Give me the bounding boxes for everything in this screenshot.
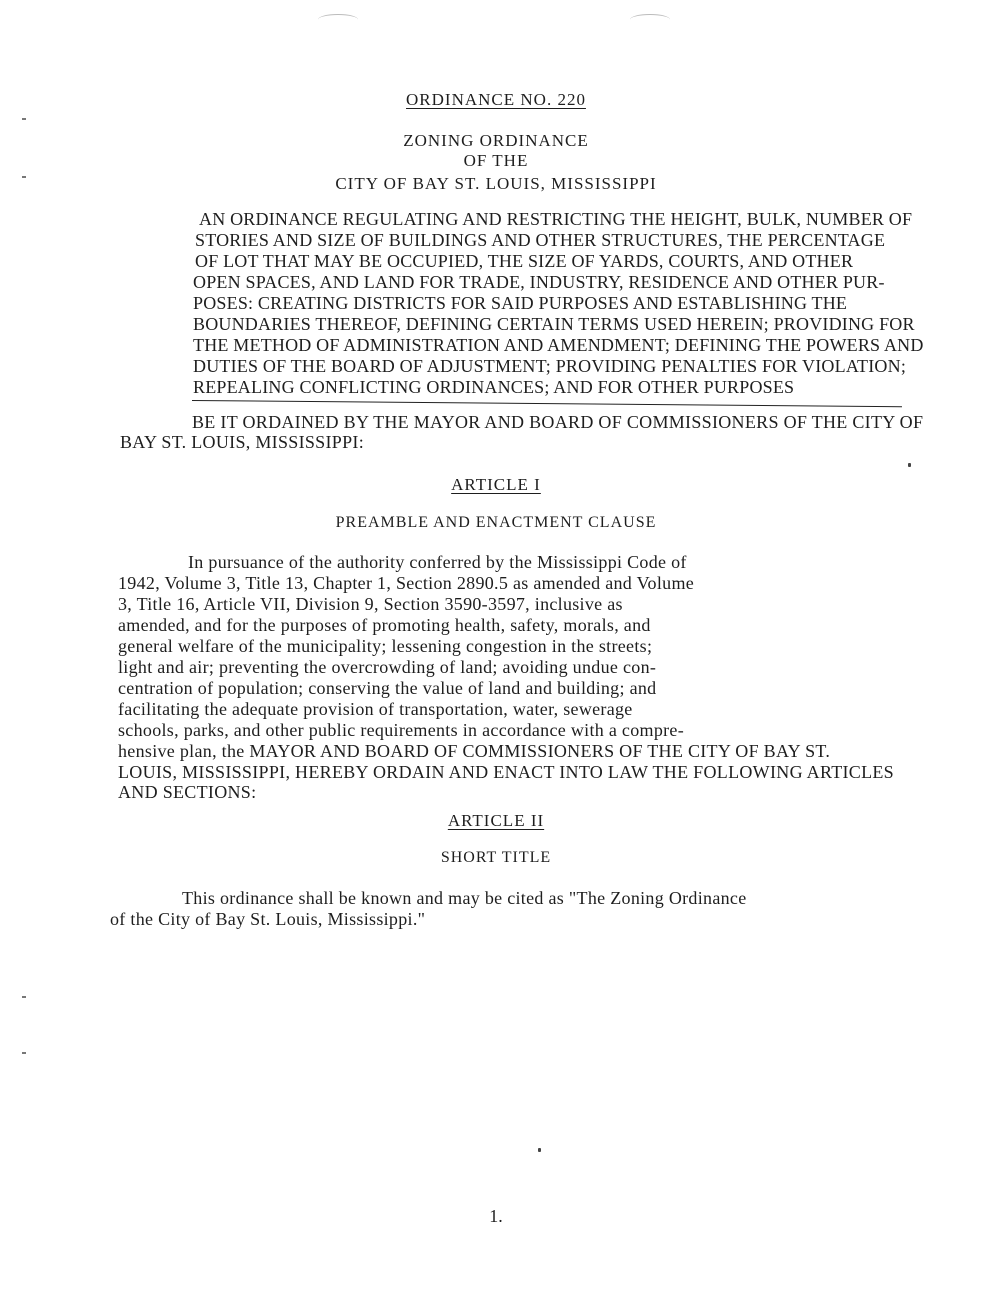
preamble-line: BOUNDARIES THEREOF, DEFINING CERTAIN TERMS USED HEREIN; PROVIDING FOR bbox=[193, 314, 915, 334]
body-line: AND SECTIONS: bbox=[118, 782, 257, 802]
body-line: schools, parks, and other public requirements in accordance with a compre- bbox=[118, 720, 685, 740]
body-line: LOUIS, MISSISSIPPI, HEREBY ORDAIN AND ENACT INTO LAW THE FOLLOWING ARTICLES bbox=[118, 762, 894, 782]
preamble-line: DUTIES OF THE BOARD OF ADJUSTMENT; PROVIDING PENALTIES FOR VIOLATION; bbox=[193, 356, 907, 376]
ordinance-number: ORDINANCE NO. 220 bbox=[406, 90, 586, 109]
preamble-line: AN ORDINANCE REGULATING AND RESTRICTING THE HEIGHT, BULK, NUMBER OF bbox=[199, 209, 913, 229]
body-line: centration of population; conserving the value of land and building; and bbox=[118, 678, 657, 698]
body-line: light and air; preventing the overcrowding of land; avoiding undue con- bbox=[118, 657, 657, 677]
ordained-line: BE IT ORDAINED BY THE MAYOR AND BOARD OF COMMISSIONERS OF THE CITY OF bbox=[192, 412, 924, 432]
body-line: 1942, Volume 3, Title 13, Chapter 1, Section 2890.5 as amended and Volume bbox=[118, 573, 695, 593]
preamble-line: OPEN SPACES, AND LAND FOR TRADE, INDUSTRY, RESIDENCE AND OTHER PUR- bbox=[193, 272, 885, 292]
body-line: This ordinance shall be known and may be cited as "The Zoning Ordinance bbox=[182, 888, 747, 908]
body-line: 3, Title 16, Article VII, Division 9, Section 3590-3597, inclusive as bbox=[118, 594, 623, 614]
scan-artifact bbox=[22, 1052, 26, 1054]
body-line: amended, and for the purposes of promoting health, safety, morals, and bbox=[118, 615, 651, 635]
document-title-line: ZONING ORDINANCE bbox=[403, 131, 589, 150]
preamble-underline bbox=[192, 400, 902, 407]
body-line: of the City of Bay St. Louis, Mississippi." bbox=[110, 909, 426, 929]
preamble-line: THE METHOD OF ADMINISTRATION AND AMENDMENT; DEFINING THE POWERS AND bbox=[193, 335, 924, 355]
body-line: general welfare of the municipality; lessening congestion in the streets; bbox=[118, 636, 653, 656]
body-line: facilitating the adequate provision of transportation, water, sewerage bbox=[118, 699, 633, 719]
scan-artifact bbox=[22, 118, 26, 120]
scan-artifact bbox=[538, 1148, 541, 1152]
document-title-line: CITY OF BAY ST. LOUIS, MISSISSIPPI bbox=[335, 174, 657, 193]
preamble-line: STORIES AND SIZE OF BUILDINGS AND OTHER STRUCTURES, THE PERCENTAGE bbox=[195, 230, 886, 250]
article-2-heading: ARTICLE II bbox=[447, 811, 545, 830]
preamble-line: REPEALING CONFLICTING ORDINANCES; AND FOR OTHER PURPOSES bbox=[193, 377, 795, 397]
article-2-subheading: SHORT TITLE bbox=[440, 849, 552, 866]
scan-artifact bbox=[318, 14, 358, 25]
preamble-line: OF LOT THAT MAY BE OCCUPIED, THE SIZE OF YARDS, COURTS, AND OTHER bbox=[195, 251, 854, 271]
body-line: In pursuance of the authority conferred by the Mississippi Code of bbox=[188, 552, 687, 572]
scan-artifact bbox=[630, 14, 670, 25]
document-title-line: OF THE bbox=[463, 151, 529, 170]
scan-artifact bbox=[22, 996, 26, 998]
preamble-line: POSES: CREATING DISTRICTS FOR SAID PURPOSES AND ESTABLISHING THE bbox=[193, 293, 848, 313]
article-1-heading: ARTICLE I bbox=[451, 475, 541, 494]
ordained-line: BAY ST. LOUIS, MISSISSIPPI: bbox=[120, 432, 364, 452]
article-1-subheading: PREAMBLE AND ENACTMENT CLAUSE bbox=[335, 514, 657, 531]
page-number: 1. bbox=[489, 1206, 503, 1226]
scan-artifact bbox=[908, 463, 911, 467]
body-line: hensive plan, the MAYOR AND BOARD OF COMMISSIONERS OF THE CITY OF BAY ST. bbox=[118, 741, 831, 761]
